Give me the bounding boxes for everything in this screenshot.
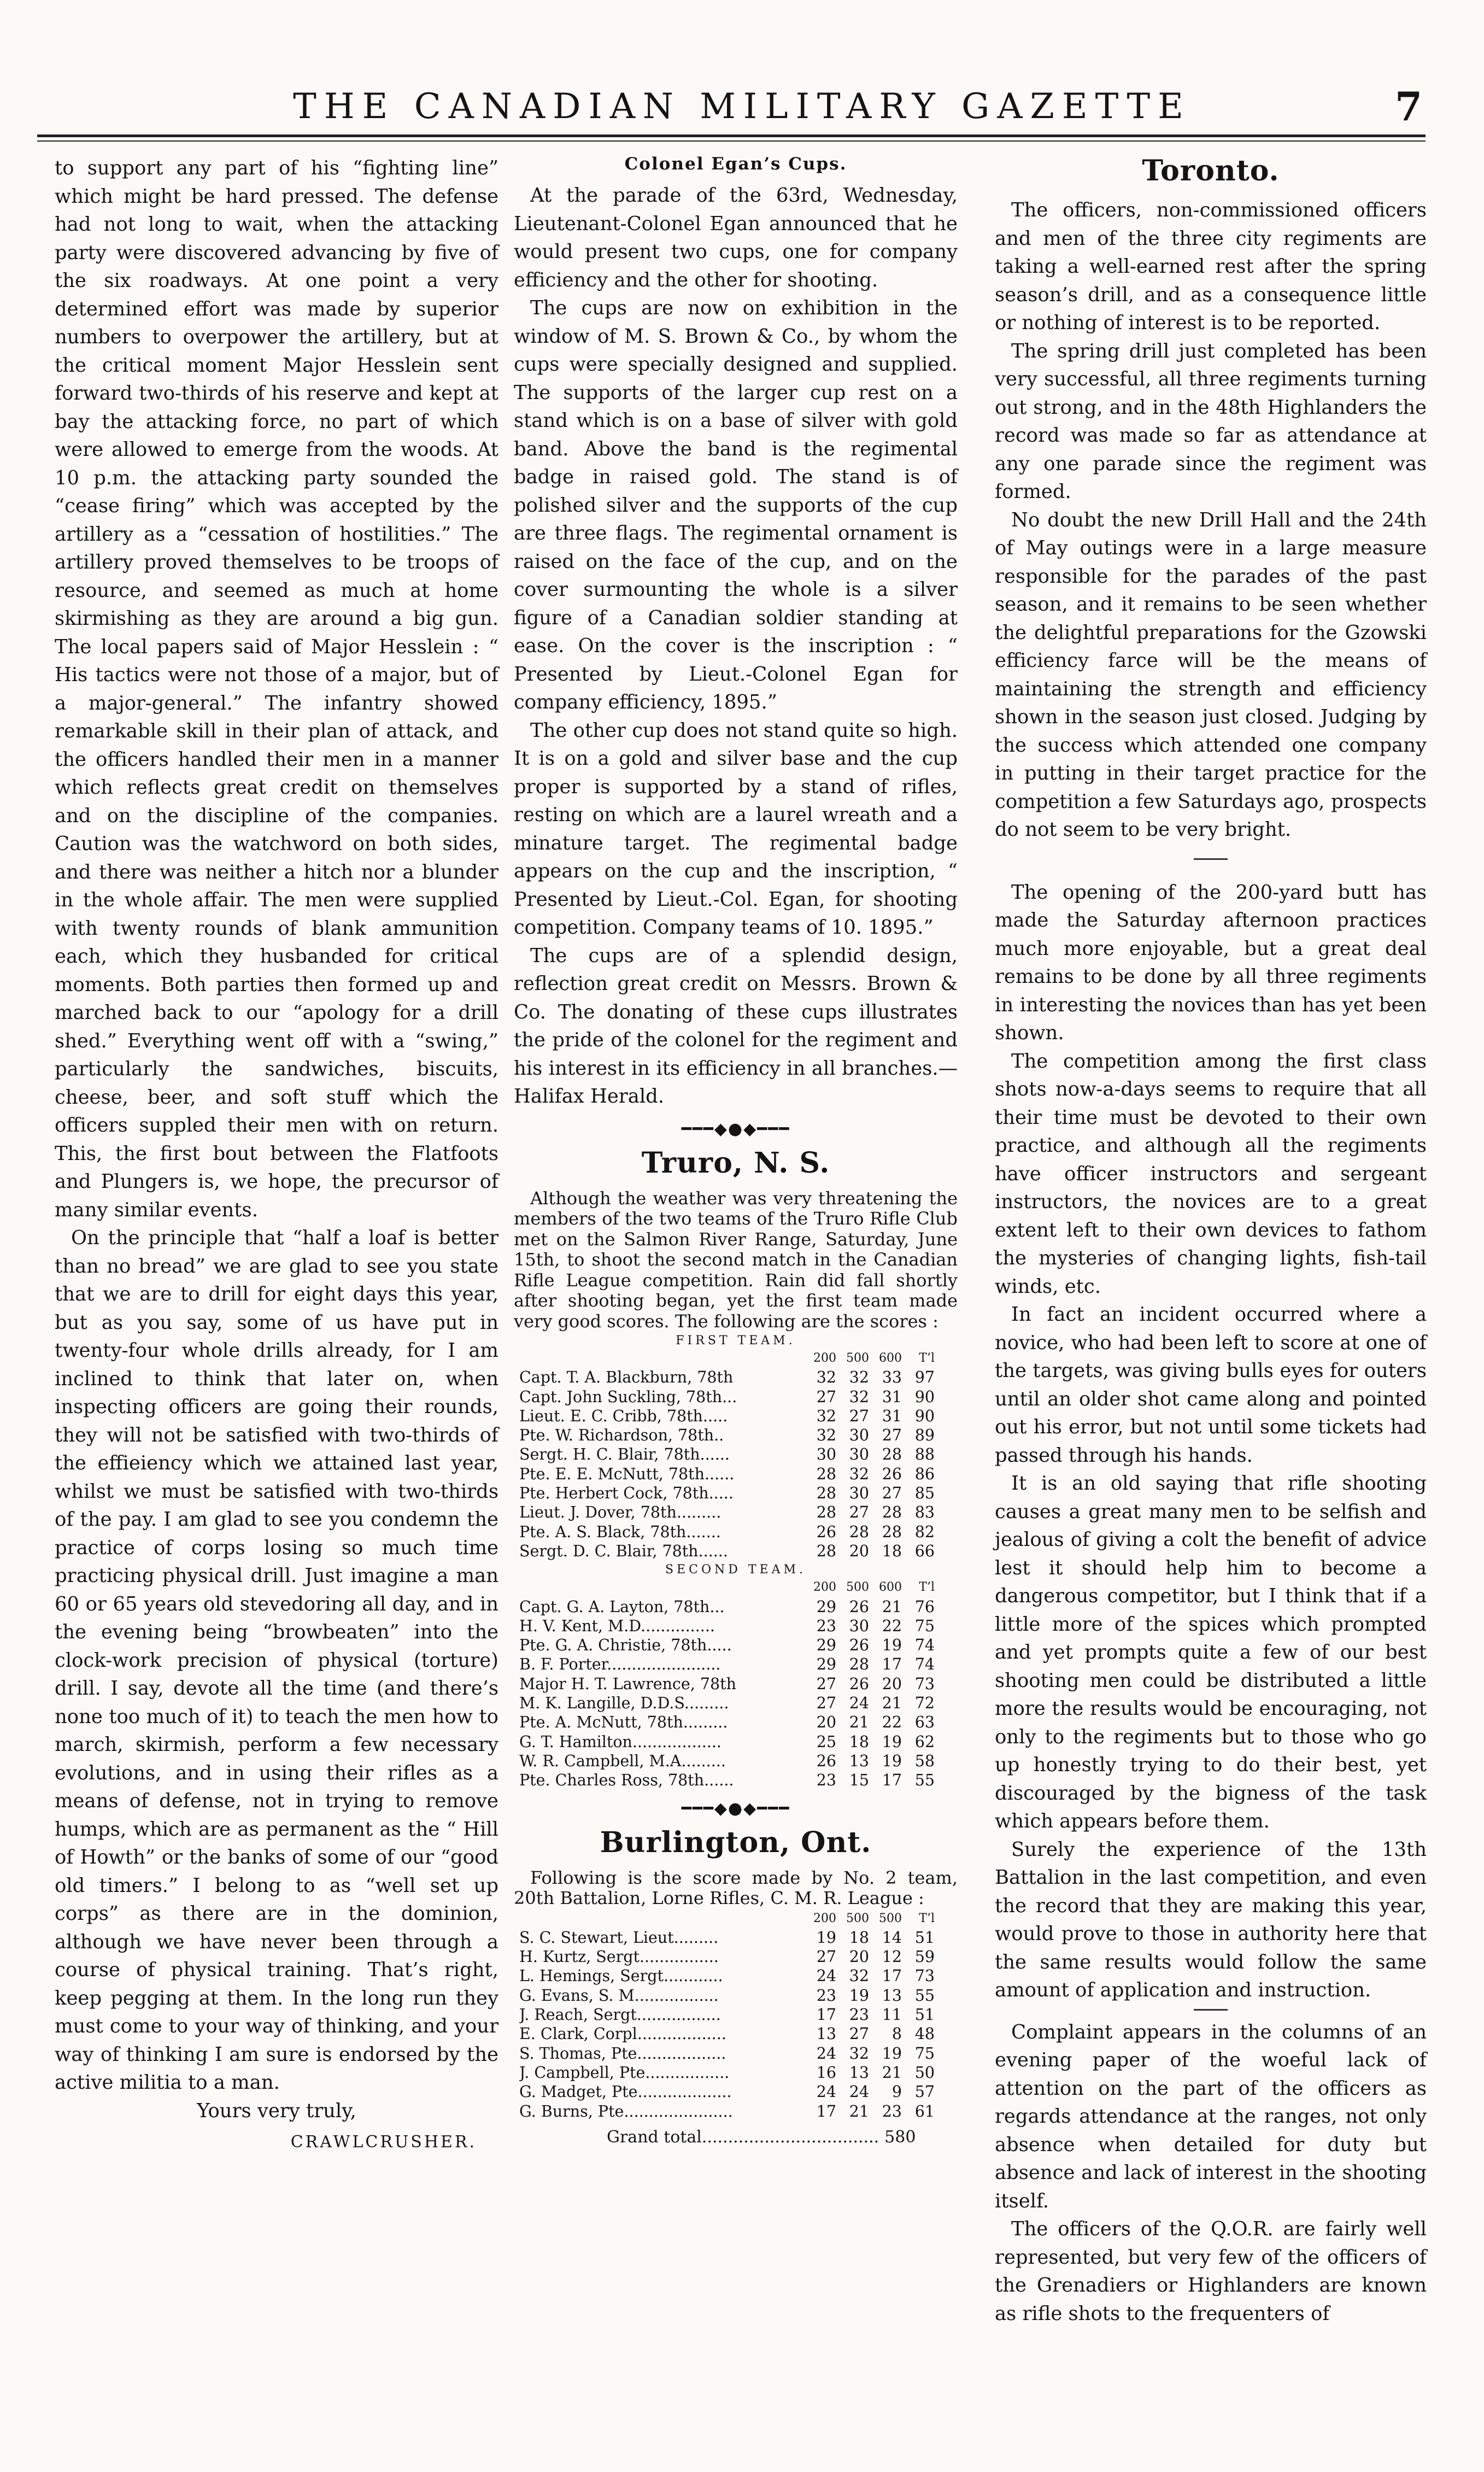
- score-600: 31: [882, 1387, 902, 1406]
- score-row: [519, 1445, 935, 1464]
- score-total: 75: [914, 2044, 935, 2063]
- score-200: 32: [816, 1407, 836, 1425]
- score-row: [519, 2044, 935, 2063]
- column-2: [514, 154, 958, 2147]
- shooter-name: W. R. Campbell, M.A.........: [519, 1752, 726, 1770]
- grand-total: [514, 2128, 958, 2147]
- score-500: 28: [849, 1655, 869, 1674]
- score-total: 66: [914, 1542, 935, 1560]
- score-total: 50: [914, 2063, 935, 2082]
- score-row: [519, 1368, 935, 1387]
- shooter-name: Lieut. J. Dover, 78th.........: [519, 1503, 722, 1522]
- score-500: 23: [849, 2006, 869, 2024]
- score-total: 86: [914, 1465, 935, 1483]
- grand-total-label: Grand total..................................: [607, 2127, 879, 2147]
- score-200: 24: [816, 2044, 836, 2063]
- score-row: [519, 1771, 935, 1790]
- shooter-name: S. Thomas, Pte..................: [519, 2044, 726, 2063]
- score-200: 30: [816, 1445, 836, 1464]
- first-team-label: FIRST TEAM.: [676, 1334, 796, 1348]
- shooter-name: Capt. John Suckling, 78th...: [519, 1387, 737, 1406]
- score-200: 19: [816, 1928, 836, 1947]
- score-total: 82: [914, 1522, 935, 1541]
- shooter-name: L. Hemings, Sergt............: [519, 1967, 723, 1985]
- score-row: [519, 1966, 935, 1985]
- section-ornament: ━━━◆●◆━━━: [681, 1799, 790, 1818]
- shooter-name: Lieut. E. C. Cribb, 78th.....: [519, 1407, 728, 1425]
- score-200: 16: [816, 2063, 836, 2082]
- toronto-paragraph: In fact an incident occurred where a novice, who had been left to score at one of the targets, was giving bulls eyes for outers until an older shot came along and pointed out his error, but not until some tickets had passed through his hands.: [995, 1303, 1427, 1467]
- score-row: [519, 1947, 935, 1966]
- score-200: 24: [816, 2083, 836, 2101]
- score-200: 32: [816, 1368, 836, 1387]
- score-600: 17: [882, 1655, 902, 1674]
- score-500: 28: [849, 1522, 869, 1541]
- score-600: 27: [882, 1484, 902, 1503]
- letter-closing: Yours very truly,: [197, 2099, 356, 2122]
- header-rule-thick: [37, 134, 1426, 137]
- column-header: 500: [846, 1911, 869, 1925]
- truro-heading: Truro, N. S.: [641, 1146, 830, 1180]
- score-600: 21: [882, 1694, 902, 1713]
- burlington-intro: Following is the score made by No. 2 team, 20th Battalion, Lorne Rifles, C. M. R. League :: [514, 1867, 958, 1909]
- shooter-name: J. Campbell, Pte.................: [519, 2063, 730, 2082]
- score-total: 73: [914, 1967, 935, 1985]
- score-200: 24: [816, 1967, 836, 1985]
- letter-paragraph: On the principle that “half a loaf is better than no bread” we are glad to see you state that we are to drill for eight days this year, but as you say, some of us have put in twenty-four whole drills already, for I am inclined to think that later on, when inspecting officers are going their rounds, they will not be satisfied with two-thirds of the effieiency which we attained last year, whilst we must be satisfied with two-thirds of the pay. I am glad to see you condemn the practice of corps losing so much time practicing physical drill. Just imagine a man 60 or 65 years old stevedoring all day, and in the evening being “browbeaten” into the clock-work precision of physical (torture) drill. I say, devote all the time (and there’s none too much of it) to teach the men how to march, skirmish, perform a few necessary evolutions, and in using their rifles as a means of defense, not in trying to remove humps, which are as permanent as the “ Hill of Howth” or the banks of some of our “good old timers.” I belong to as “well set up corps” as there are in the dominion, although we have never been through a course of physical training. That’s right, keep pegging at them. In the long run they must come to your way of thinking, and your way of thinking I am sure is endorsed by the active militia to a man.: [55, 1227, 498, 2094]
- score-500: 13: [849, 1752, 869, 1770]
- score-200: 26: [816, 1752, 836, 1770]
- score-200: 28: [816, 1503, 836, 1522]
- egan-paragraph: The cups are of a splendid design, reflection great credit on Messrs. Brown & Co. The donating of these cups illustrates the pride of the colonel for the regiment and his interest in its efficiency in all branches.—Halifax Herald.: [514, 944, 958, 1108]
- truro-intro: Although the weather was very threatening the members of the two teams of the Truro Rifle Club met on the Salmon River Range, Saturday, June 15th, to shoot the second match in the Canadian Rifle League competition. Rain did fall shortly after shooting began, yet the first team made very good scores. The following are the scores :: [514, 1187, 958, 1332]
- score-total: 48: [914, 2025, 935, 2043]
- toronto-paragraph: The competition among the first class shots now-a-days seems to require that all their time must be devoted to their own practice, and although all the regiments have officer instructors and sergeant instructors, the novices are to a great extent left to their own devices to fathom the mysteries of changing lights, fish-tail winds, etc.: [995, 1050, 1427, 1298]
- score-500: 30: [849, 1445, 869, 1464]
- score-row: [519, 1928, 935, 1947]
- score-600: 11: [882, 2006, 902, 2024]
- score-600: 12: [882, 1948, 902, 1966]
- toronto-paragraph: No doubt the new Drill Hall and the 24th of May outings were in a large measure responsible for the parades of the past season, and it remains to be seen whether the delightful preparations for the Gzowski efficiency farce will be the means of maintaining the strength and efficiency shown in the season just closed. Judging by the success which attended one company in putting in their target practice for the competition a few Saturdays ago, prospects do not seem to be very bright.: [995, 508, 1427, 841]
- score-600: 17: [882, 1771, 902, 1790]
- score-200: 23: [816, 1986, 836, 2005]
- second-team-label: SECOND TEAM.: [665, 1563, 807, 1577]
- score-200: 28: [816, 1484, 836, 1503]
- score-500: 15: [849, 1771, 869, 1790]
- score-total: 74: [914, 1655, 935, 1674]
- score-200: 17: [816, 2006, 836, 2024]
- score-total: 51: [914, 1928, 935, 1947]
- score-500: 26: [849, 1636, 869, 1655]
- shooter-name: G. Evans, S. M.................: [519, 1986, 719, 2005]
- column-header: 500: [879, 1911, 902, 1925]
- score-total: 55: [914, 1771, 935, 1790]
- column-header: 500: [846, 1351, 869, 1365]
- score-500: 30: [849, 1616, 869, 1635]
- score-total: 76: [914, 1597, 935, 1616]
- score-total: 88: [914, 1445, 935, 1464]
- score-600: 13: [882, 1986, 902, 2005]
- score-600: 19: [882, 1732, 902, 1751]
- score-500: 20: [849, 1948, 869, 1966]
- score-total: 75: [914, 1616, 935, 1635]
- score-total: 97: [914, 1368, 935, 1387]
- score-row: [519, 1407, 935, 1426]
- score-total: 72: [914, 1694, 935, 1713]
- column-1: [55, 154, 498, 2152]
- page-number: 7: [1395, 83, 1423, 130]
- score-600: 18: [882, 1542, 902, 1560]
- score-row: [519, 1986, 935, 2005]
- score-200: 27: [816, 1694, 836, 1713]
- score-row: [519, 2005, 935, 2024]
- score-200: 29: [816, 1597, 836, 1616]
- score-row: [519, 1503, 935, 1522]
- score-row: [519, 1484, 935, 1503]
- score-total: 83: [914, 1503, 935, 1522]
- shooter-name: Pte. Charles Ross, 78th......: [519, 1771, 734, 1790]
- column-header: T’l: [919, 1351, 935, 1365]
- shooter-name: H. Kurtz, Sergt................: [519, 1948, 719, 1966]
- score-total: 90: [914, 1387, 935, 1406]
- score-200: 25: [816, 1732, 836, 1751]
- score-row: [519, 1542, 935, 1561]
- score-row: [519, 1674, 935, 1694]
- shooter-name: Sergt. D. C. Blair, 78th......: [519, 1542, 728, 1560]
- header-rule-thin: [37, 140, 1426, 142]
- first-team-table: [519, 1349, 935, 1561]
- toronto-paragraph: The officers of the Q.O.R. are fairly well represented, but very few of the officers of the Grenadiers or Highlanders are known as rifle shots to the frequenters of: [995, 2218, 1427, 2325]
- score-500: 27: [849, 1407, 869, 1425]
- score-200: 27: [816, 1387, 836, 1406]
- score-row: [519, 1597, 935, 1616]
- score-total: 63: [914, 1713, 935, 1732]
- score-row: [519, 1732, 935, 1752]
- score-row: [519, 2063, 935, 2082]
- egan-paragraph: The cups are now on exhibition in the window of M. S. Brown & Co., by whom the cups were specially designed and supplied. The supports of the larger cup rest on a stand which is on a base of silver with gold band. Above the band is the regimental badge in raised gold. The stand is of polished silver and the supports of the cup are three flags. The regimental ornament is raised on the face of the cup, and on the cover surmounting the whole is a silver figure of a Canadian soldier standing at ease. On the cover is the inscription : “ Presented by Lieut.-Colonel Egan for company efficiency, 1895.”: [514, 297, 958, 713]
- shooter-name: Capt. T. A. Blackburn, 78th: [519, 1368, 734, 1387]
- egan-paragraph: The other cup does not stand quite so high. It is on a gold and silver base and the cup proper is supported by a stand of rifles, resting on which are a laurel wreath and a minature target. The regimental badge appears on the cup and the inscription, “ Presented by Lieut.-Col. Egan, for shooting competition. Company teams of 10. 1895.”: [514, 719, 958, 939]
- burlington-heading: Burlington, Ont.: [600, 1825, 872, 1859]
- score-500: 30: [849, 1426, 869, 1445]
- score-600: 19: [882, 1636, 902, 1655]
- shooter-name: G. T. Hamilton..................: [519, 1732, 722, 1751]
- shooter-name: Capt. G. A. Layton, 78th...: [519, 1597, 725, 1616]
- score-row: [519, 2082, 935, 2101]
- score-600: 20: [882, 1674, 902, 1693]
- shooter-name: Major H. T. Lawrence, 78th: [519, 1674, 736, 1693]
- score-total: 73: [914, 1674, 935, 1693]
- score-row: [519, 1465, 935, 1484]
- shooter-name: B. F. Porter.......................: [519, 1655, 721, 1674]
- score-200: 29: [816, 1636, 836, 1655]
- score-600: 28: [882, 1503, 902, 1522]
- score-600: 21: [882, 2063, 902, 2082]
- column-header: 600: [879, 1351, 902, 1365]
- shooter-name: H. V. Kent, M.D...............: [519, 1616, 715, 1635]
- score-500: 24: [849, 2083, 869, 2101]
- score-500: 24: [849, 1694, 869, 1713]
- score-500: 13: [849, 2063, 869, 2082]
- score-total: 58: [914, 1752, 935, 1770]
- score-500: 27: [849, 2025, 869, 2043]
- toronto-paragraph: The spring drill just completed has been very successful, all three regiments turning out strong, and in the 48th Highlanders the record was made so far as attendance at any one parade since the regiment was formed.: [995, 339, 1427, 503]
- shooter-name: S. C. Stewart, Lieut.........: [519, 1928, 719, 1947]
- score-200: 32: [816, 1426, 836, 1445]
- score-total: 74: [914, 1636, 935, 1655]
- toronto-paragraph: The opening of the 200-yard butt has made the Saturday afternoon practices much more enjoyable, but a great deal remains to be done by all three regiments in interesting the novices than has yet been shown.: [995, 881, 1427, 1044]
- column-header: 200: [813, 1351, 836, 1365]
- shooter-name: G. Burns, Pte......................: [519, 2102, 733, 2120]
- score-600: 19: [882, 1752, 902, 1770]
- shooter-name: Sergt. H. C. Blair, 78th......: [519, 1445, 730, 1464]
- burlington-table: [519, 1909, 935, 2121]
- section-ornament: ━━━◆●◆━━━: [681, 1119, 790, 1139]
- score-200: 27: [816, 1948, 836, 1966]
- score-total: 89: [914, 1426, 935, 1445]
- article-paragraph: to support any part of his “fighting line” which might be hard pressed. The defense had not long to wait, when the attacking party were discovered advancing by five of the six roadways. At one point a very determined effort was made by superior numbers to overpower the artillery, but at the critical moment Major Hesslein sent forward two-thirds of his reserve and kept at bay the attacking force, no part of which were allowed to emerge from the woods. At 10 p.m. the attacking party sounded the “cease firing” which was accepted by the artillery as a “cessation of hostilities.” The artillery proved themselves to be troops of resource, and seemed as much at home skirmishing as they are around a big gun. The local papers said of Major Hesslein : “ His tactics were not those of a major, but of a major-general.” The infantry showed remarkable skill in their plan of attack, and the officers handled their men in a manner which reflects great credit on themselves and on the discipline of the companies. Caution was the watchword on both sides, and there was neither a hitch nor a blunder in the whole affair. The men were supplied with twenty rounds of blank ammunition each, which they husbanded for critical moments. Both parties then formed up and marched back to our “apology for a drill shed.” Everything went off with a “swing,” particularly the sandwiches, biscuits, cheese, beer, and soft stuff which the officers suppled their men with on return. This, the first bout between the Flatfoots and Plungers is, we hope, the precursor of many similar events.: [55, 157, 498, 1221]
- score-row: [519, 1713, 935, 1732]
- shooter-name: Pte. A. S. Black, 78th.......: [519, 1522, 721, 1541]
- shooter-name: Pte. W. Richardson, 78th..: [519, 1426, 724, 1445]
- score-200: 23: [816, 1616, 836, 1635]
- score-500: 26: [849, 1674, 869, 1693]
- score-200: 29: [816, 1655, 836, 1674]
- score-row: [519, 1616, 935, 1636]
- section-divider: [1194, 858, 1228, 860]
- shooter-name: Pte. E. E. McNutt, 78th......: [519, 1465, 735, 1483]
- score-500: 20: [849, 1542, 869, 1560]
- score-200: 23: [816, 1771, 836, 1790]
- score-total: 61: [914, 2102, 935, 2120]
- score-500: 19: [849, 1986, 869, 2005]
- score-row: [519, 1752, 935, 1771]
- score-total: 51: [914, 2006, 935, 2024]
- score-500: 32: [849, 1387, 869, 1406]
- score-total: 62: [914, 1732, 935, 1751]
- column-header: 200: [813, 1580, 836, 1595]
- score-row: [519, 1655, 935, 1674]
- letter-signature: CRAWLCRUSHER.: [290, 2133, 477, 2152]
- score-row: [519, 1426, 935, 1445]
- score-500: 27: [849, 1503, 869, 1522]
- score-total: 57: [914, 2083, 935, 2101]
- score-200: 27: [816, 1674, 836, 1693]
- score-200: 17: [816, 2102, 836, 2120]
- score-500: 21: [849, 2102, 869, 2120]
- column-3: [995, 154, 1427, 2328]
- score-500: 21: [849, 1713, 869, 1732]
- score-500: 30: [849, 1484, 869, 1503]
- column-header: T’l: [919, 1580, 935, 1595]
- score-200: 20: [816, 1713, 836, 1732]
- score-500: 18: [849, 1928, 869, 1947]
- score-500: 32: [849, 2044, 869, 2063]
- newspaper-title: THE CANADIAN MILITARY GAZETTE: [293, 86, 1191, 127]
- egan-paragraph: At the parade of the 63rd, Wednesday, Lieutenant-Colonel Egan announced that he would present two cups, one for company efficiency and the other for shooting.: [514, 184, 958, 291]
- score-row: [519, 1522, 935, 1542]
- shooter-name: M. K. Langille, D.D.S.........: [519, 1694, 729, 1713]
- score-500: 32: [849, 1967, 869, 1985]
- score-200: 28: [816, 1465, 836, 1483]
- toronto-paragraph: The officers, non-commissioned officers and men of the three city regiments are taking a well-earned rest after the spring season’s drill, and as a consequence little or nothing of interest is to be reported.: [995, 199, 1427, 334]
- column-header: T’l: [919, 1911, 935, 1925]
- score-row: [519, 1387, 935, 1407]
- shooter-name: G. Madget, Pte...................: [519, 2083, 732, 2101]
- toronto-paragraph: Surely the experience of the 13th Battalion in the last competition, and even the record that they are making this year, would prove to those in authority here that the same results would follow the same amount of application and instruction.: [995, 1838, 1427, 2001]
- score-600: 27: [882, 1426, 902, 1445]
- toronto-heading: Toronto.: [1142, 154, 1280, 188]
- score-200: 13: [816, 2025, 836, 2043]
- egan-cups-heading: Colonel Egan’s Cups.: [624, 154, 847, 174]
- score-200: 26: [816, 1522, 836, 1541]
- score-600: 21: [882, 1597, 902, 1616]
- column-header: 200: [813, 1911, 836, 1925]
- score-600: 23: [882, 2102, 902, 2120]
- score-600: 19: [882, 2044, 902, 2063]
- score-600: 8: [891, 2025, 902, 2043]
- score-600: 33: [882, 1368, 902, 1387]
- score-600: 22: [882, 1713, 902, 1732]
- toronto-paragraph: Complaint appears in the columns of an evening paper of the woeful lack of attention on the part of the officers as regards attendance at the ranges, not only absence when detailed for duty but absence and lack of interest in the shooting itself.: [995, 2020, 1427, 2212]
- score-total: 55: [914, 1986, 935, 2005]
- score-600: 14: [882, 1928, 902, 1947]
- shooter-name: Pte. A. McNutt, 78th.........: [519, 1713, 728, 1732]
- score-600: 22: [882, 1616, 902, 1635]
- score-500: 26: [849, 1597, 869, 1616]
- score-600: 17: [882, 1967, 902, 1985]
- score-600: 28: [882, 1445, 902, 1464]
- score-600: 31: [882, 1407, 902, 1425]
- second-team-table: [519, 1578, 935, 1790]
- score-200: 28: [816, 1542, 836, 1560]
- score-500: 32: [849, 1368, 869, 1387]
- score-600: 26: [882, 1465, 902, 1483]
- score-total: 59: [914, 1948, 935, 1966]
- score-row: [519, 2102, 935, 2121]
- column-header: 500: [846, 1580, 869, 1595]
- column-header: 600: [879, 1580, 902, 1595]
- shooter-name: E. Clark, Corpl..................: [519, 2025, 726, 2043]
- section-divider: [1194, 2009, 1228, 2011]
- score-500: 32: [849, 1465, 869, 1483]
- score-600: 28: [882, 1522, 902, 1541]
- toronto-paragraph: It is an old saying that rifle shooting causes a great many men to be selfish and jealous of giving a colt the benefit of advice lest it should help him to become a dangerous competitor, but I think that if a little more of the spices which prompted and yet prompts quite a few of our best shooting men could be distributed a little more the results would be encouraging, not only to the regiments but to those who go up honestly trying to do their best, yet discouraged by the bigness of the task which appears before them.: [995, 1472, 1427, 1832]
- shooter-name: Pte. G. A. Christie, 78th.....: [519, 1636, 732, 1655]
- score-500: 18: [849, 1732, 869, 1751]
- score-600: 9: [891, 2083, 902, 2101]
- shooter-name: J. Reach, Sergt.................: [519, 2006, 721, 2024]
- shooter-name: Pte. Herbert Cock, 78th.....: [519, 1484, 734, 1503]
- score-row: [519, 1694, 935, 1713]
- score-row: [519, 1636, 935, 1655]
- grand-total-value: 580: [884, 2127, 916, 2147]
- score-total: 85: [914, 1484, 935, 1503]
- score-total: 90: [914, 1407, 935, 1425]
- score-row: [519, 2024, 935, 2043]
